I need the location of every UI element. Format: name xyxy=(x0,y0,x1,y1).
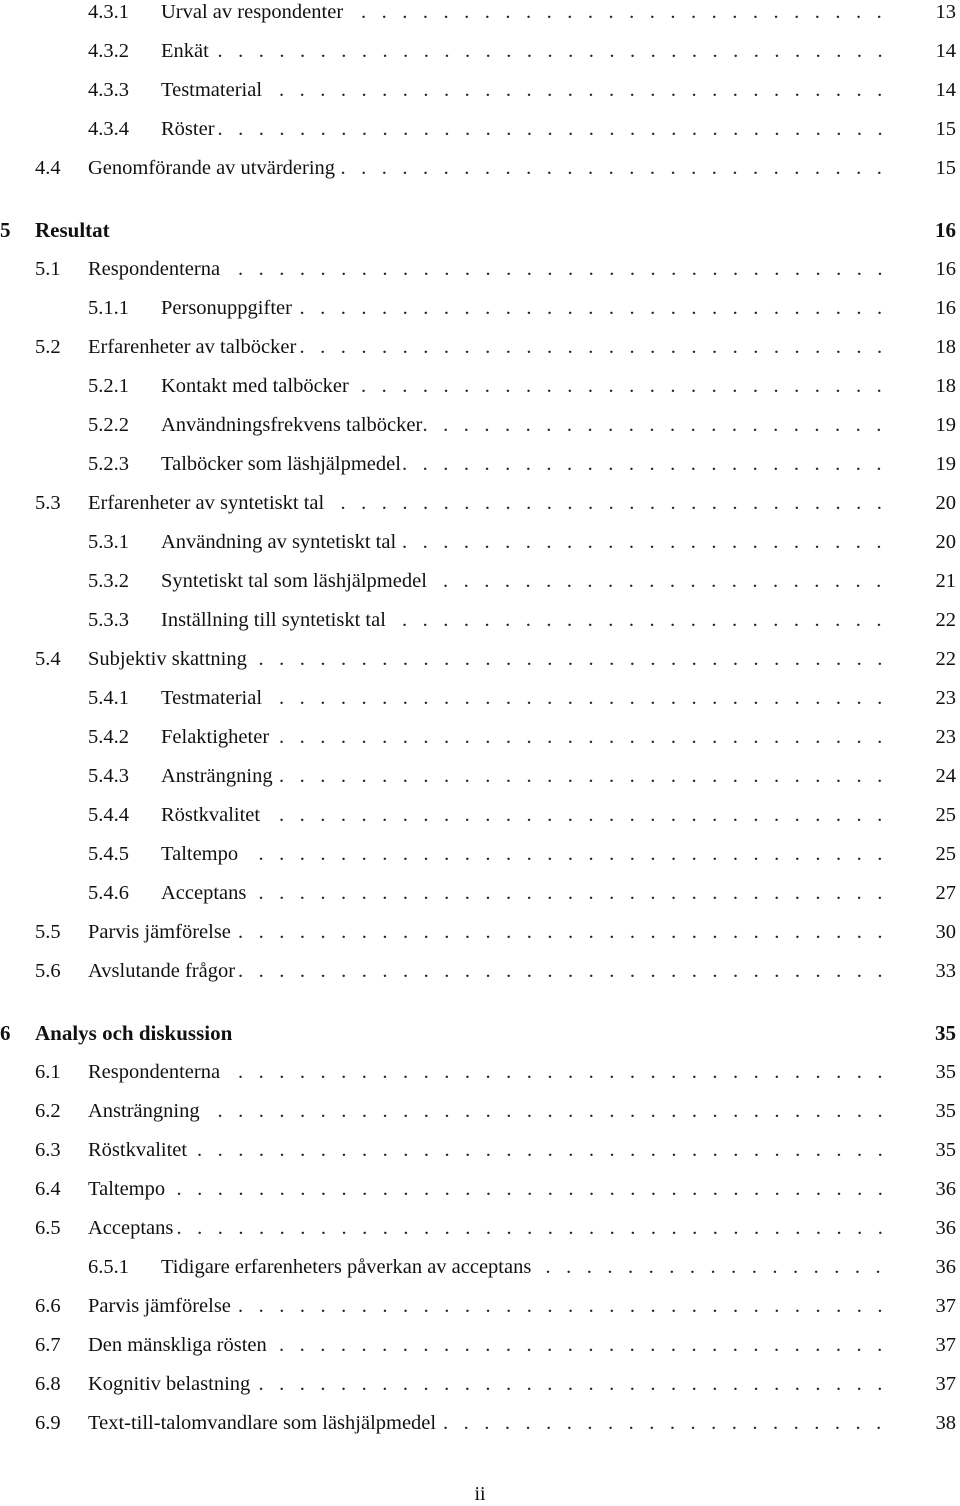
toc-entry[interactable] xyxy=(0,1057,960,1087)
toc-entry-title: Acceptans xyxy=(88,1217,174,1239)
toc-entry-page: 16 xyxy=(935,218,956,242)
toc-dot-leader: ...................... xyxy=(443,1412,897,1434)
toc-dot-leader: ........................ xyxy=(402,531,897,553)
toc-entry-title: Tidigare erfarenheters påverkan av acceptans xyxy=(161,1256,532,1278)
toc-dot-leader: ................................. xyxy=(217,118,899,140)
toc-entry-title: Avslutande frågor xyxy=(88,960,236,982)
toc-entry-number: 4.3.3 xyxy=(88,79,129,101)
toc-entry[interactable] xyxy=(0,605,960,635)
toc-entry-page: 23 xyxy=(935,726,956,748)
toc-entry-title: Enkät xyxy=(161,40,209,62)
toc-entry-page: 19 xyxy=(935,414,956,436)
toc-entry-page: 37 xyxy=(935,1295,956,1317)
toc-dot-leader: ...................... xyxy=(443,570,897,592)
toc-entry-number: 6 xyxy=(0,1021,11,1045)
toc-entry-page: 23 xyxy=(935,687,956,709)
toc-entry[interactable] xyxy=(0,332,960,362)
toc-dot-leader: ....................... xyxy=(422,414,897,436)
toc-entry-number: 5.4.2 xyxy=(88,726,129,748)
toc-entry-page: 18 xyxy=(935,336,956,358)
toc-entry-title: Kognitiv belastning xyxy=(88,1373,251,1395)
toc-entry-title: Parvis jämförelse xyxy=(88,921,231,943)
toc-dot-leader: ............................... xyxy=(258,882,898,904)
toc-entry[interactable] xyxy=(0,1096,960,1126)
toc-entry-title: Parvis jämförelse xyxy=(88,1295,231,1317)
toc-entry-page: 37 xyxy=(935,1373,956,1395)
toc-dot-leader: ................. xyxy=(545,1256,897,1278)
toc-entry-number: 6.5 xyxy=(35,1217,61,1239)
toc-entry-number: 4.3.1 xyxy=(88,1,129,23)
toc-dot-leader: ................................... xyxy=(176,1178,899,1200)
toc-entry-number: 5.2.3 xyxy=(88,453,129,475)
toc-entry[interactable] xyxy=(0,761,960,791)
toc-entry-title: Ansträngning xyxy=(88,1100,200,1122)
toc-entry[interactable] xyxy=(0,722,960,752)
toc-entry-page: 14 xyxy=(935,40,956,62)
toc-dot-leader: ................................ xyxy=(238,960,898,982)
toc-entry-number: 5.1 xyxy=(35,258,61,280)
toc-entry-number: 5.3.3 xyxy=(88,609,129,631)
toc-entry-page: 15 xyxy=(935,157,956,179)
toc-entry-title: Användning av syntetiskt tal xyxy=(161,531,397,553)
toc-entry-page: 18 xyxy=(935,375,956,397)
toc-entry-number: 5.2.1 xyxy=(88,375,129,397)
toc-entry-number: 6.1 xyxy=(35,1061,61,1083)
toc-entry-title: Kontakt med talböcker xyxy=(161,375,349,397)
toc-entry-page: 30 xyxy=(935,921,956,943)
toc-entry[interactable] xyxy=(0,1291,960,1321)
toc-dot-leader: ............................... xyxy=(258,1373,898,1395)
toc-entry[interactable] xyxy=(0,1408,960,1438)
toc-entry-number: 5.4.1 xyxy=(88,687,129,709)
toc-entry-title: Erfarenheter av syntetiskt tal xyxy=(88,492,325,514)
toc-entry-page: 35 xyxy=(935,1061,956,1083)
toc-entry-title: Analys och diskussion xyxy=(35,1021,233,1045)
toc-entry-number: 5.3.1 xyxy=(88,531,129,553)
toc-dot-leader: .............................. xyxy=(279,804,898,826)
toc-entry-number: 5.3 xyxy=(35,492,61,514)
toc-entry-title: Subjektiv skattning xyxy=(88,648,247,670)
toc-dot-leader: ........................... xyxy=(340,157,898,179)
toc-entry-number: 5.4.4 xyxy=(88,804,129,826)
toc-dot-leader: .................................. xyxy=(197,1139,899,1161)
toc-entry[interactable] xyxy=(0,36,960,66)
toc-dot-leader: .............................. xyxy=(279,765,898,787)
toc-entry[interactable] xyxy=(0,800,960,830)
toc-entry-number: 5.1.1 xyxy=(88,297,129,319)
toc-dot-leader: ............................... xyxy=(258,648,898,670)
toc-entry[interactable] xyxy=(0,254,960,284)
toc-entry[interactable] xyxy=(0,1213,960,1243)
page-number: ii xyxy=(474,1483,486,1505)
toc-entry-page: 25 xyxy=(935,843,956,865)
toc-entry-title: Syntetiskt tal som läshjälpmedel xyxy=(161,570,427,592)
toc-entry-title: Den mänskliga rösten xyxy=(88,1334,267,1356)
toc-entry-page: 35 xyxy=(935,1100,956,1122)
toc-entry-page: 19 xyxy=(935,453,956,475)
toc-entry[interactable] xyxy=(0,449,960,479)
toc-entry[interactable] xyxy=(0,0,960,27)
toc-dot-leader: .......................... xyxy=(361,375,898,397)
toc-entry-page: 36 xyxy=(935,1217,956,1239)
toc-entry[interactable] xyxy=(0,644,960,674)
toc-entry-title: Testmaterial xyxy=(161,79,263,101)
toc-entry-page: 36 xyxy=(935,1256,956,1278)
toc-dot-leader: ................................ xyxy=(238,921,898,943)
toc-entry-number: 5.4.5 xyxy=(88,843,129,865)
toc-entry-title: Respondenterna xyxy=(88,1061,221,1083)
toc-entry-title: Användningsfrekvens talböcker xyxy=(161,414,423,436)
toc-entry-number: 6.8 xyxy=(35,1373,61,1395)
toc-entry-number: 5.2 xyxy=(35,336,61,358)
toc-entry-number: 6.2 xyxy=(35,1100,61,1122)
toc-entry[interactable] xyxy=(0,917,960,947)
toc-entry-page: 35 xyxy=(935,1021,956,1045)
toc-entry-page: 24 xyxy=(935,765,956,787)
toc-entry-page: 14 xyxy=(935,79,956,101)
toc-entry[interactable] xyxy=(0,371,960,401)
toc-entry-page: 13 xyxy=(935,1,956,23)
toc-entry-title: Personuppgifter xyxy=(161,297,292,319)
toc-entry[interactable] xyxy=(0,153,960,183)
toc-entry-title: Röster xyxy=(161,118,215,140)
toc-entry[interactable] xyxy=(0,1135,960,1165)
toc-entry-number: 6.6 xyxy=(35,1295,61,1317)
toc-entry-number: 5.3.2 xyxy=(88,570,129,592)
toc-entry-title: Acceptans xyxy=(161,882,247,904)
toc-entry-number: 5.5 xyxy=(35,921,61,943)
toc-entry-page: 20 xyxy=(935,492,956,514)
toc-entry-number: 5.6 xyxy=(35,960,61,982)
toc-entry-title: Felaktigheter xyxy=(161,726,270,748)
toc-entry[interactable] xyxy=(0,410,960,440)
toc-entry-title: Erfarenheter av talböcker xyxy=(88,336,297,358)
toc-entry[interactable] xyxy=(0,527,960,557)
toc-dot-leader: ................................. xyxy=(217,40,899,62)
toc-entry-number: 6.7 xyxy=(35,1334,61,1356)
toc-dot-leader: ........................... xyxy=(340,492,898,514)
toc-dot-leader: ................................. xyxy=(217,1100,899,1122)
toc-entry-page: 37 xyxy=(935,1334,956,1356)
toc-entry[interactable] xyxy=(0,839,960,869)
toc-entry-title: Respondenterna xyxy=(88,258,221,280)
toc-dot-leader: .............................. xyxy=(279,79,898,101)
toc-dot-leader: ........................ xyxy=(402,609,897,631)
toc-entry[interactable] xyxy=(0,1369,960,1399)
toc-dot-leader: ............................. xyxy=(299,297,898,319)
toc-entry-page: 21 xyxy=(935,570,956,592)
toc-entry-number: 5.4 xyxy=(35,648,61,670)
toc-entry-page: 33 xyxy=(935,960,956,982)
toc-dot-leader: .......................... xyxy=(361,1,898,23)
toc-entry[interactable] xyxy=(0,1252,960,1282)
toc-dot-leader: .............................. xyxy=(279,687,898,709)
toc-dot-leader: ............................. xyxy=(299,336,898,358)
toc-dot-leader: ................................... xyxy=(176,1217,899,1239)
toc-entry-number: 5.4.6 xyxy=(88,882,129,904)
toc-entry-page: 16 xyxy=(935,258,956,280)
toc-entry-title: Resultat xyxy=(35,218,110,242)
toc-entry-page: 20 xyxy=(935,531,956,553)
toc-entry-page: 22 xyxy=(935,648,956,670)
toc-entry-number: 4.3.2 xyxy=(88,40,129,62)
toc-entry-title: Inställning till syntetiskt tal xyxy=(161,609,386,631)
toc-entry[interactable] xyxy=(0,1330,960,1360)
toc-entry-number: 6.3 xyxy=(35,1139,61,1161)
toc-entry-page: 38 xyxy=(935,1412,956,1434)
toc-dot-leader: ............................... xyxy=(258,843,898,865)
toc-entry-number: 4.3.4 xyxy=(88,118,129,140)
toc-entry[interactable] xyxy=(0,878,960,908)
toc-dot-leader: ................................ xyxy=(238,258,898,280)
toc-entry-page: 27 xyxy=(935,882,956,904)
toc-entry[interactable] xyxy=(0,114,960,144)
toc-entry[interactable] xyxy=(0,75,960,105)
toc-entry-page: 16 xyxy=(935,297,956,319)
toc-dot-leader: .............................. xyxy=(279,1334,898,1356)
toc-entry-number: 6.4 xyxy=(35,1178,61,1200)
toc-entry-title: Röstkvalitet xyxy=(88,1139,188,1161)
toc-entry-number: 5 xyxy=(0,218,11,242)
toc-dot-leader: ................................ xyxy=(238,1061,898,1083)
toc-dot-leader: ................................ xyxy=(238,1295,898,1317)
toc-entry[interactable] xyxy=(0,683,960,713)
toc-entry-title: Urval av respondenter xyxy=(161,1,344,23)
toc-entry-page: 35 xyxy=(935,1139,956,1161)
toc-chapter-entry[interactable] xyxy=(0,215,960,245)
toc-chapter-entry[interactable] xyxy=(0,1018,960,1048)
toc-entry-title: Text-till-talomvandlare som läshjälpmedel xyxy=(88,1412,437,1434)
toc-entry-page: 15 xyxy=(935,118,956,140)
toc-entry[interactable] xyxy=(0,956,960,986)
toc-entry[interactable] xyxy=(0,566,960,596)
toc-entry-title: Taltempo xyxy=(88,1178,166,1200)
toc-entry-number: 4.4 xyxy=(35,157,61,179)
toc-entry-title: Röstkvalitet xyxy=(161,804,261,826)
toc-entry-title: Taltempo xyxy=(161,843,239,865)
toc-entry-title: Talböcker som läshjälpmedel xyxy=(161,453,401,475)
toc-dot-leader: .............................. xyxy=(279,726,898,748)
toc-entry-number: 6.9 xyxy=(35,1412,61,1434)
toc-entry-page: 25 xyxy=(935,804,956,826)
toc-dot-leader: ........................ xyxy=(402,453,897,475)
toc-entry-title: Testmaterial xyxy=(161,687,263,709)
toc-entry[interactable] xyxy=(0,293,960,323)
toc-entry-number: 5.4.3 xyxy=(88,765,129,787)
toc-entry[interactable] xyxy=(0,1174,960,1204)
toc-entry-number: 5.2.2 xyxy=(88,414,129,436)
toc-entry[interactable] xyxy=(0,488,960,518)
toc-entry-title: Ansträngning xyxy=(161,765,273,787)
toc-entry-page: 22 xyxy=(935,609,956,631)
toc-entry-title: Genomförande av utvärdering xyxy=(88,157,336,179)
toc-entry-number: 6.5.1 xyxy=(88,1256,129,1278)
toc-entry-page: 36 xyxy=(935,1178,956,1200)
